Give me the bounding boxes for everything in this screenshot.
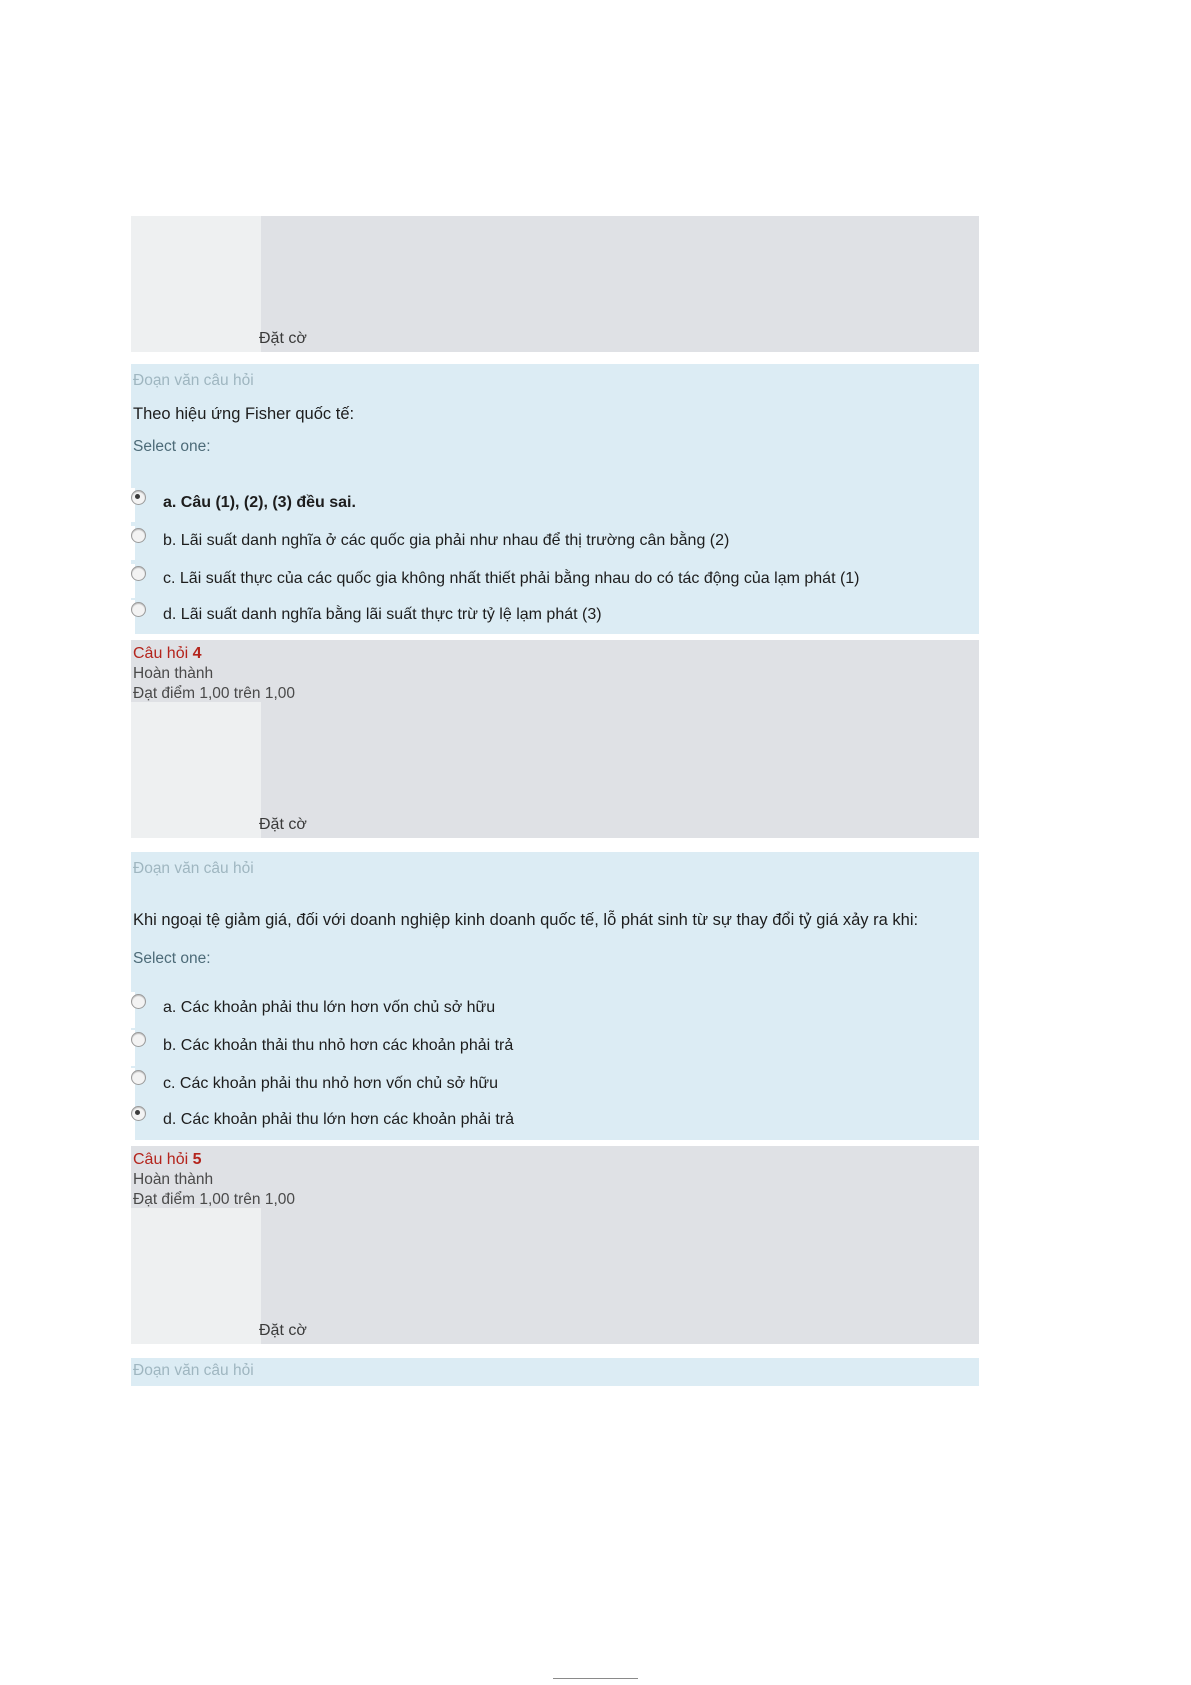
question-meta-5 <box>131 1146 979 1210</box>
option-container[interactable] <box>161 488 979 514</box>
question-body-5 <box>131 1358 979 1386</box>
stem-text-4: Khi ngoại tệ giảm giá, đối với doanh nghiệp kinh doanh quốc tế, lỗ phát sinh từ sự thay đổi tỷ giá xảy ra khi: <box>133 911 919 929</box>
answer-option-4-b[interactable] <box>131 1030 979 1066</box>
option-container[interactable] <box>161 564 979 590</box>
option-label-3-d: d. Lãi suất danh nghĩa bằng lãi suất thực trừ tỷ lệ lạm phát (3) <box>163 606 602 623</box>
page-bottom-rule <box>553 1678 638 1679</box>
option-container[interactable] <box>161 1030 979 1057</box>
option-label-4-d: d. Các khoản phải thu lớn hơn các khoản phải trả <box>163 1111 514 1128</box>
option-label-4-c: c. Các khoản phải thu nhỏ hơn vốn chủ sở hữu <box>163 1075 499 1092</box>
option-container[interactable] <box>161 1104 979 1131</box>
question-header-4 <box>131 640 979 838</box>
question-header-5 <box>131 1146 979 1344</box>
radio-button-4-d[interactable] <box>131 1106 146 1121</box>
answer-option-3-a[interactable] <box>131 488 979 522</box>
question-status-5: Hoàn thành <box>133 1171 214 1189</box>
question-title-prefix-4: Câu hỏi <box>133 645 193 662</box>
option-label-4-a: a. Các khoản phải thu lớn hơn vốn chủ sở hữu <box>163 999 496 1016</box>
answer-option-3-c[interactable] <box>131 564 979 598</box>
option-label-3-c: c. Lãi suất thực của các quốc gia không nhất thiết phải bằng nhau do có tác động của lạm phát (1) <box>163 570 860 587</box>
flag-question-5[interactable]: Đặt cờ <box>259 1322 307 1339</box>
option-container[interactable] <box>161 600 979 626</box>
stem-label-5: Đoạn văn câu hỏi <box>133 1362 254 1379</box>
option-label-4-b: b. Các khoản thải thu nhỏ hơn các khoản phải trả <box>163 1037 514 1054</box>
answer-option-4-c[interactable] <box>131 1068 979 1104</box>
question-meta-4 <box>131 640 979 704</box>
answer-option-3-b[interactable] <box>131 526 979 560</box>
radio-button-3-b[interactable] <box>131 528 146 543</box>
stem-label-3: Đoạn văn câu hỏi <box>133 372 254 389</box>
flag-question-4[interactable]: Đặt cờ <box>259 816 307 833</box>
option-label-3-a: a. Câu (1), (2), (3) đều sai. <box>163 494 356 511</box>
select-one-label-3: Select one: <box>133 437 211 455</box>
question-grade-5: Đạt điểm 1,00 trên 1,00 <box>133 1191 295 1209</box>
radio-button-4-a[interactable] <box>131 994 146 1009</box>
select-one-label-4: Select one: <box>133 949 211 967</box>
stem-text-3: Theo hiệu ứng Fisher quốc tế: <box>133 405 355 423</box>
answer-option-3-d[interactable] <box>131 600 979 634</box>
radio-button-4-c[interactable] <box>131 1070 146 1085</box>
option-container[interactable] <box>161 1068 979 1095</box>
question-header-left-pane-5 <box>131 1208 261 1344</box>
question-header-left-pane-3 <box>131 216 261 352</box>
answer-option-4-a[interactable] <box>131 992 979 1028</box>
option-container[interactable] <box>161 526 979 552</box>
question-title-prefix-5: Câu hỏi <box>133 1151 193 1168</box>
flag-question-3[interactable]: Đặt cờ <box>259 330 307 347</box>
question-status-4: Hoàn thành <box>133 665 214 683</box>
question-header-left-pane-4 <box>131 702 261 838</box>
stem-label-4: Đoạn văn câu hỏi <box>133 860 254 877</box>
question-title-5 <box>133 1150 979 1170</box>
option-label-3-b: b. Lãi suất danh nghĩa ở các quốc gia phải như nhau để thị trường cân bằng (2) <box>163 532 730 549</box>
question-header-3 <box>131 216 979 352</box>
radio-button-3-d[interactable] <box>131 602 146 617</box>
option-container[interactable] <box>161 992 979 1019</box>
question-number-4: 4 <box>192 645 202 662</box>
radio-button-4-b[interactable] <box>131 1032 146 1047</box>
radio-button-3-c[interactable] <box>131 566 146 581</box>
question-number-5: 5 <box>192 1151 202 1168</box>
answer-option-4-d[interactable] <box>131 1104 979 1140</box>
question-title-4 <box>133 644 979 664</box>
radio-button-3-a[interactable] <box>131 490 146 505</box>
question-grade-4: Đạt điểm 1,00 trên 1,00 <box>133 685 295 703</box>
